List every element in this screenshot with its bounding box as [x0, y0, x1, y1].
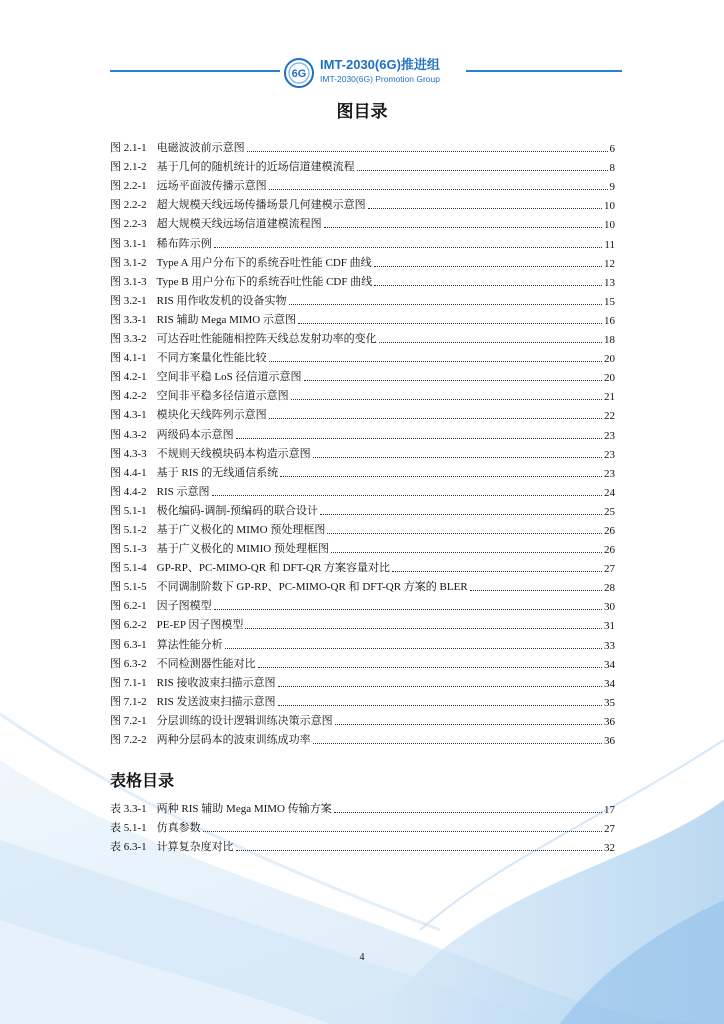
- toc-leader-dots: [236, 850, 602, 851]
- toc-entry-page: 35: [604, 696, 615, 709]
- toc-entry-label: RIS 示意图: [156, 485, 210, 498]
- figure-toc-entry[interactable]: [110, 365, 615, 384]
- toc-entry-number: 图 2.1-2: [110, 161, 147, 174]
- toc-entry-page: 22: [604, 410, 615, 423]
- figure-toc-entry[interactable]: [110, 575, 615, 594]
- figure-toc-entry[interactable]: [110, 461, 615, 480]
- toc-entry-number: 图 2.2-3: [110, 218, 147, 231]
- toc-leader-dots: [236, 438, 602, 439]
- toc-leader-dots: [331, 552, 602, 553]
- toc-leader-dots: [203, 831, 602, 832]
- toc-entry-label: 空间非平稳 LoS 径信道示意图: [156, 371, 302, 384]
- toc-leader-dots: [212, 495, 602, 496]
- page-number: 4: [359, 952, 365, 963]
- toc-leader-dots: [258, 667, 602, 668]
- figure-toc-list: [110, 136, 615, 747]
- toc-entry-number: 图 2.2-2: [110, 199, 147, 212]
- imt-2030-logo: [282, 56, 316, 90]
- toc-leader-dots: [291, 399, 602, 400]
- toc-entry-number: 图 7.1-2: [110, 695, 147, 708]
- toc-entry-page: 10: [604, 200, 615, 213]
- toc-entry-page: 32: [604, 842, 615, 855]
- toc-leader-dots: [357, 170, 608, 171]
- toc-entry-page: 23: [604, 448, 615, 461]
- toc-entry-page: 27: [604, 563, 615, 576]
- table-toc-entry[interactable]: [110, 835, 615, 854]
- toc-entry-number: 图 5.1-5: [110, 581, 147, 594]
- toc-entry-label: 两种 RIS 辅助 Mega MIMO 传输方案: [156, 803, 332, 816]
- org-title-block: [320, 54, 440, 84]
- toc-entry-number: 图 7.2-1: [110, 714, 147, 727]
- toc-entry-page: 26: [604, 544, 615, 557]
- toc-entry-number: 图 6.2-1: [110, 600, 147, 613]
- toc-entry-label: Type A 用户分布下的系统吞吐性能 CDF 曲线: [156, 256, 372, 269]
- toc-entry-label: 超大规模天线远场信道建模流程图: [156, 218, 322, 231]
- table-toc-list: [110, 797, 615, 854]
- toc-entry-number: 表 3.3-1: [110, 803, 147, 816]
- toc-entry-number: 图 5.1-1: [110, 504, 147, 517]
- toc-entry-label: 仿真参数: [156, 822, 201, 835]
- figure-toc-entry[interactable]: [110, 480, 615, 499]
- figure-toc-entry[interactable]: [110, 212, 615, 231]
- toc-entry-page: 18: [604, 334, 615, 347]
- toc-entry-label: 因子图模型: [156, 600, 212, 613]
- toc-entry-page: 10: [604, 219, 615, 232]
- toc-entry-number: 表 6.3-1: [110, 841, 147, 854]
- toc-leader-dots: [335, 724, 602, 725]
- toc-entry-label: 不同调制阶数下 GP-RP、PC-MIMO-QR 和 DFT-QR 方案的 BLER: [156, 581, 468, 594]
- figure-toc-entry[interactable]: [110, 308, 615, 327]
- toc-entry-number: 图 6.3-1: [110, 638, 147, 651]
- toc-leader-dots: [324, 227, 602, 228]
- toc-entry-page: 13: [604, 276, 615, 289]
- toc-entry-label: 基于广义极化的 MIMO 预处理框图: [156, 523, 326, 536]
- toc-entry-label: 算法性能分析: [156, 638, 223, 651]
- toc-leader-dots: [269, 418, 602, 419]
- toc-entry-label: 分层训练的设计逻辑训练决策示意图: [156, 714, 333, 727]
- toc-entry-label: 两种分层码本的波束训练成功率: [156, 734, 311, 746]
- toc-entry-number: 图 2.1-1: [110, 142, 147, 155]
- toc-entry-page: 36: [604, 715, 615, 728]
- toc-entry-label: 空间非平稳多径信道示意图: [156, 390, 289, 403]
- toc-entry-page: 24: [604, 486, 615, 499]
- toc-leader-dots: [289, 304, 602, 305]
- figure-toc-entry[interactable]: [110, 709, 615, 728]
- toc-entry-page: 15: [604, 295, 615, 308]
- table-toc-entry[interactable]: [110, 816, 615, 835]
- toc-entry-page: 8: [609, 162, 615, 175]
- toc-entry-page: 23: [604, 467, 615, 480]
- toc-leader-dots: [304, 380, 602, 381]
- toc-leader-dots: [245, 628, 602, 629]
- toc-entry-number: 图 4.3-1: [110, 409, 147, 422]
- toc-entry-number: 图 2.2-1: [110, 180, 147, 193]
- toc-entry-page: 31: [604, 620, 615, 633]
- toc-leader-dots: [298, 323, 602, 324]
- org-subtitle: IMT-2030(6G) Promotion Group: [320, 74, 440, 84]
- page-header: [0, 50, 724, 90]
- toc-entry-label: RIS 用作收发机的设备实物: [156, 294, 287, 307]
- toc-entry-label: 远场平面波传播示意图: [156, 180, 267, 193]
- toc-entry-label: GP-RP、PC-MIMO-QR 和 DFT-QR 方案容量对比: [156, 562, 391, 575]
- header-rule-left: [110, 70, 280, 72]
- toc-entry-label: 不同方案量化性能比较: [156, 352, 267, 365]
- toc-leader-dots: [214, 247, 603, 248]
- figure-toc-entry[interactable]: [110, 346, 615, 365]
- toc-leader-dots: [379, 342, 602, 343]
- toc-entry-page: 36: [604, 735, 615, 747]
- figure-toc-entry[interactable]: [110, 652, 615, 671]
- toc-entry-label: 基于 RIS 的无线通信系统: [156, 466, 279, 479]
- toc-entry-number: 图 3.1-2: [110, 256, 147, 269]
- toc-leader-dots: [313, 743, 602, 744]
- toc-entry-number: 图 4.2-1: [110, 371, 147, 384]
- figure-toc-entry[interactable]: [110, 136, 615, 155]
- figure-toc-entry[interactable]: [110, 728, 615, 747]
- figure-toc-entry[interactable]: [110, 594, 615, 613]
- figure-toc-entry[interactable]: [110, 270, 615, 289]
- toc-entry-label: RIS 辅助 Mega MIMO 示意图: [156, 313, 297, 326]
- figure-toc-entry[interactable]: [110, 251, 615, 270]
- toc-entry-number: 图 5.1-3: [110, 543, 147, 556]
- toc-entry-label: 不规则天线模块码本构造示意图: [156, 447, 311, 460]
- toc-entry-page: 17: [604, 804, 615, 817]
- figure-toc-entry[interactable]: [110, 327, 615, 346]
- table-list-title: 表格目录: [110, 771, 175, 790]
- toc-leader-dots: [320, 514, 602, 515]
- toc-entry-page: 20: [604, 372, 615, 385]
- toc-entry-number: 图 3.3-1: [110, 313, 147, 326]
- toc-entry-page: 16: [604, 314, 615, 327]
- toc-entry-number: 图 3.3-2: [110, 333, 147, 346]
- figure-toc-entry[interactable]: [110, 193, 615, 212]
- toc-entry-number: 图 4.4-1: [110, 466, 147, 479]
- toc-leader-dots: [225, 648, 602, 649]
- toc-entry-number: 图 6.2-2: [110, 619, 147, 632]
- toc-entry-page: 26: [604, 524, 615, 537]
- toc-entry-number: 图 5.1-4: [110, 562, 147, 575]
- toc-leader-dots: [327, 533, 602, 534]
- toc-entry-page: 25: [604, 505, 615, 518]
- figure-toc-entry[interactable]: [110, 690, 615, 709]
- toc-entry-number: 图 3.2-1: [110, 294, 147, 307]
- toc-entry-number: 图 4.3-3: [110, 447, 147, 460]
- figure-toc-entry[interactable]: [110, 289, 615, 308]
- toc-entry-page: 30: [604, 601, 615, 614]
- toc-entry-number: 表 5.1-1: [110, 822, 147, 835]
- logo-text: 6G: [291, 68, 307, 80]
- toc-leader-dots: [470, 590, 602, 591]
- figure-toc-entry[interactable]: [110, 537, 615, 556]
- toc-entry-label: 计算复杂度对比: [156, 841, 234, 854]
- toc-entry-page: 23: [604, 429, 615, 442]
- toc-entry-label: 可达吞吐性能随相控阵天线总发射功率的变化: [156, 333, 377, 346]
- figure-toc-entry[interactable]: [110, 499, 615, 518]
- toc-leader-dots: [214, 609, 602, 610]
- toc-leader-dots: [334, 812, 602, 813]
- toc-entry-label: 模块化天线阵列示意图: [156, 409, 267, 422]
- toc-leader-dots: [392, 571, 602, 572]
- toc-entry-label: 基于几何的随机统计的近场信道建模流程: [156, 161, 355, 174]
- toc-entry-page: 11: [604, 238, 615, 251]
- toc-entry-number: 图 4.2-2: [110, 390, 147, 403]
- toc-leader-dots: [269, 361, 602, 362]
- toc-leader-dots: [278, 686, 602, 687]
- toc-entry-page: 6: [609, 143, 615, 156]
- toc-entry-label: 不同检测器性能对比: [156, 657, 256, 670]
- toc-leader-dots: [374, 266, 602, 267]
- toc-entry-number: 图 6.3-2: [110, 657, 147, 670]
- toc-entry-label: PE-EP 因子图模型: [156, 619, 244, 632]
- figure-toc-entry[interactable]: [110, 155, 615, 174]
- figure-toc-entry[interactable]: [110, 422, 615, 441]
- figure-toc-entry[interactable]: [110, 231, 615, 250]
- toc-leader-dots: [280, 476, 602, 477]
- figure-toc-entry[interactable]: [110, 442, 615, 461]
- toc-leader-dots: [374, 285, 602, 286]
- toc-entry-number: 图 4.4-2: [110, 485, 147, 498]
- toc-entry-label: 两级码本示意图: [156, 428, 234, 441]
- toc-leader-dots: [269, 189, 608, 190]
- figure-toc-entry[interactable]: [110, 174, 615, 193]
- toc-entry-label: 超大规模天线远场传播场景几何建模示意图: [156, 199, 366, 212]
- toc-entry-number: 图 3.1-3: [110, 275, 147, 288]
- figure-toc-entry[interactable]: [110, 384, 615, 403]
- figure-toc-entry[interactable]: [110, 671, 615, 690]
- toc-entry-number: 图 7.2-2: [110, 734, 147, 746]
- figure-list-title: 图目录: [336, 102, 388, 122]
- toc-entry-label: 稀布阵示例: [156, 237, 212, 250]
- org-name: IMT-2030(6G)推进组: [320, 57, 440, 72]
- toc-entry-page: 34: [604, 658, 615, 671]
- toc-entry-label: RIS 接收波束扫描示意图: [156, 676, 276, 689]
- toc-entry-page: 28: [604, 582, 615, 595]
- header-rule-right: [466, 70, 622, 72]
- toc-entry-label: RIS 发送波束扫描示意图: [156, 695, 276, 708]
- toc-leader-dots: [368, 208, 602, 209]
- figure-toc-entry[interactable]: [110, 403, 615, 422]
- toc-leader-dots: [278, 705, 602, 706]
- toc-entry-page: 20: [604, 353, 615, 366]
- toc-entry-number: 图 5.1-2: [110, 523, 147, 536]
- toc-entry-number: 图 7.1-1: [110, 676, 147, 689]
- toc-entry-page: 33: [604, 639, 615, 652]
- figure-toc-entry[interactable]: [110, 556, 615, 575]
- toc-leader-dots: [247, 151, 608, 152]
- toc-entry-label: Type B 用户分布下的系统吞吐性能 CDF 曲线: [156, 275, 373, 288]
- toc-entry-page: 9: [609, 181, 615, 194]
- figure-toc-entry[interactable]: [110, 518, 615, 537]
- toc-entry-label: 电磁波波前示意图: [156, 142, 245, 155]
- toc-entry-page: 27: [604, 823, 615, 836]
- toc-entry-label: 基于广义极化的 MIMIO 预处理框图: [156, 543, 330, 556]
- toc-entry-number: 图 3.1-1: [110, 237, 147, 250]
- toc-entry-number: 图 4.1-1: [110, 352, 147, 365]
- toc-entry-page: 12: [604, 257, 615, 270]
- toc-entry-label: 极化编码-调制-预编码的联合设计: [156, 504, 318, 517]
- figure-toc-entry[interactable]: [110, 613, 615, 632]
- toc-entry-page: 34: [604, 677, 615, 690]
- table-toc-entry[interactable]: [110, 797, 615, 816]
- figure-toc-entry[interactable]: [110, 632, 615, 651]
- toc-entry-number: 图 4.3-2: [110, 428, 147, 441]
- toc-leader-dots: [313, 457, 602, 458]
- toc-entry-page: 21: [604, 391, 615, 404]
